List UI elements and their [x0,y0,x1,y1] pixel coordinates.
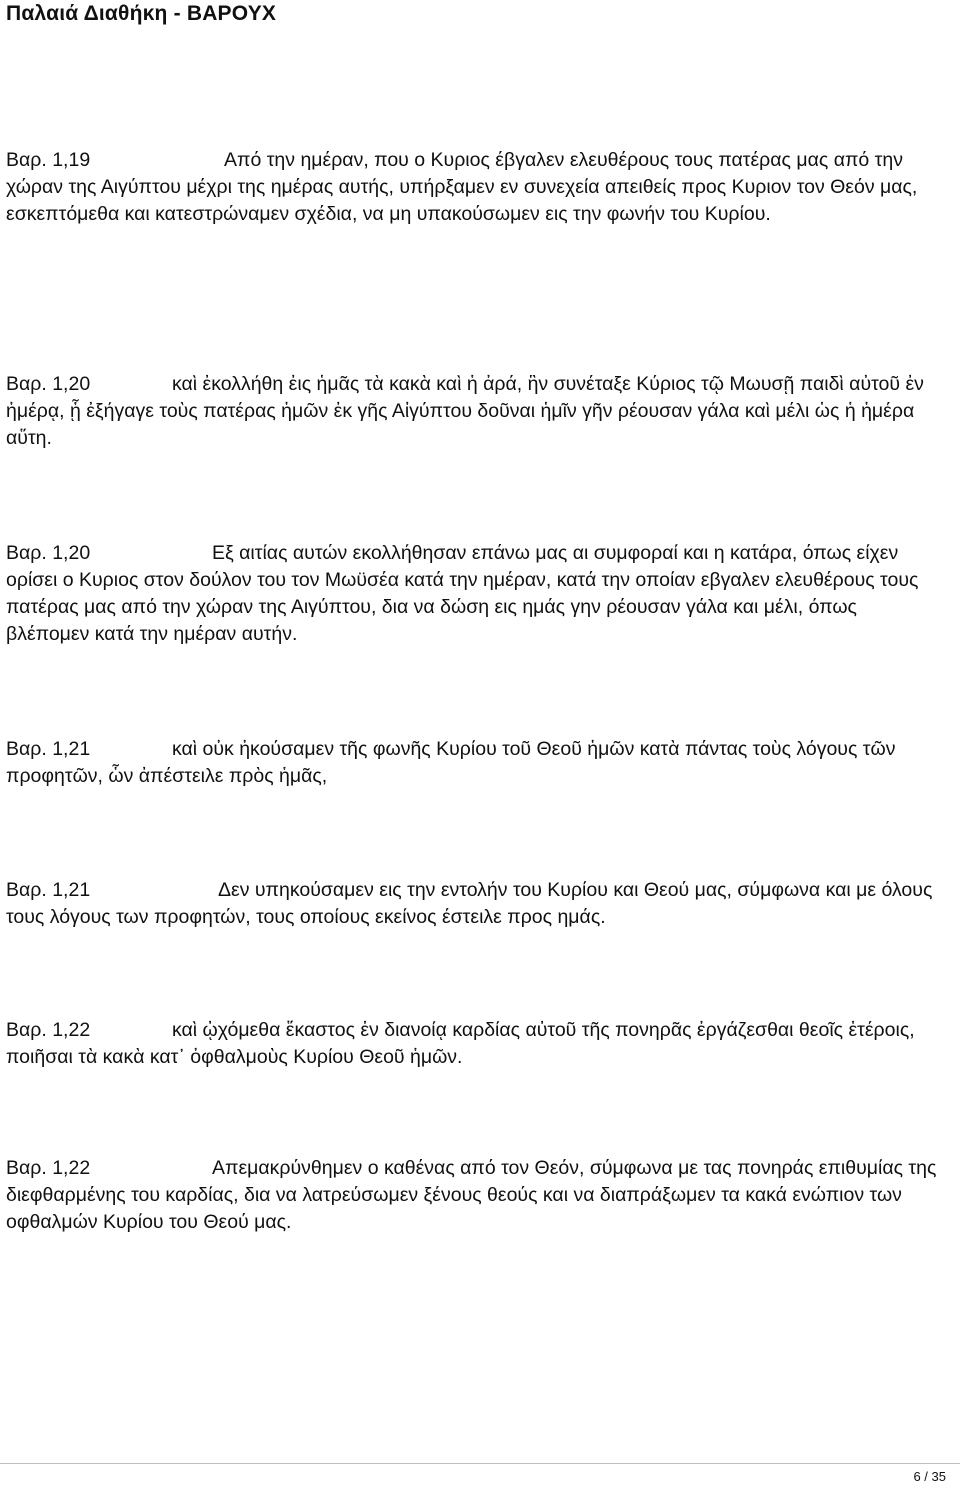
verse-text: Απεμακρύνθημεν ο καθένας από τον Θεόν, σύμφωνα με τας πονηράς επιθυμίας της διεφθαρμένης του καρδίας, δια να λατρεύσωμεν ξένους θεούς και να διαπράξωμεν τα κακά ενώπιον των οφθαλμών Κυρίου του Θεού μας. [6,1157,937,1233]
verse-paragraph [6,1155,944,1236]
verse-reference: Βαρ. 1,22 [6,1157,91,1179]
document-title: Παλαιά Διαθήκη - ΒΑΡΟΥΧ [6,2,277,25]
verse-reference: Βαρ. 1,20 [6,542,91,564]
footer-divider [0,1463,960,1464]
verse-reference: Βαρ. 1,21 [6,879,91,901]
page-number: 6 / 35 [913,1469,946,1484]
verse-paragraph [6,147,944,228]
verse-reference: Βαρ. 1,19 [6,149,91,171]
verse-paragraph [6,736,944,790]
verse-text: καὶ ᾠχόμεθα ἕκαστος ἐν διανοίᾳ καρδίας αὐτοῦ τῆς πονηρᾶς ἐργάζεσθαι θεοῖς ἑτέροις, ποιῆσαι τὰ κακὰ κατ᾿ ὀφθαλμοὺς Κυρίου Θεοῦ ἡμῶν. [6,1019,915,1068]
verse-text: Από την ημέραν, που ο Κυριος έβγαλεν ελευθέρους τους πατέρας μας από την χώραν της Αιγύπτου μέχρι της ημέρας αυτής, υπήρξαμεν εν συνεχεία απειθείς προς Κυριον τον Θεόν μας, εσκεπτόμεθα και κατεστρώναμεν σχέδια, να μη υπακούσωμεν εις την φωνήν του Κυρίου. [6,149,918,225]
verse-text: Δεν υπηκούσαμεν εις την εντολήν του Κυρίου και Θεού μας, σύμφωνα και με όλους τους λόγους των προφητών, τους οποίους εκείνος έστειλε προς ημάς. [6,879,933,928]
verse-reference: Βαρ. 1,20 [6,373,91,395]
verse-paragraph [6,1017,944,1071]
verse-paragraph [6,877,944,931]
verse-text: Εξ αιτίας αυτών εκολλήθησαν επάνω μας αι συμφοραί και η κατάρα, όπως είχεν ορίσει ο Κυριος στον δούλον του τον Μωϋσέα κατά την ημέραν, κατά την οποίαν εβγαλεν ελευθέρους τους πατέρας μας από την χώραν της Αιγύπτου, δια να δώση εις ημάς γην ρέουσαν γάλα και μέλι, όπως βλέπομεν κατά την ημέραν αυτήν. [6,542,919,645]
verse-text: καὶ οὐκ ἠκούσαμεν τῆς φωνῆς Κυρίου τοῦ Θεοῦ ἡμῶν κατὰ πάντας τοὺς λόγους τῶν προφητῶν, ὧν ἀπέστειλε πρὸς ἡμᾶς, [6,738,896,787]
document-header [6,0,960,32]
verse-paragraph [6,540,944,648]
verse-reference: Βαρ. 1,22 [6,1019,91,1041]
verse-text: καὶ ἐκολλήθη ἐις ἡμᾶς τὰ κακὰ καὶ ἡ ἀρά, ἣν συνέταξε Κύριος τῷ Μωυσῇ παιδὶ αὐτοῦ ἐν ἡμέρᾳ, ᾗ ἐξήγαγε τοὺς πατέρας ἡμῶν ἐκ γῆς Αἰγύπτου δοῦναι ἡμῖν γῆν ρέουσαν γάλα καὶ μέλι ὡς ἡ ἡμέρα αὕτη. [6,373,924,449]
verse-paragraph [6,371,944,452]
verse-reference: Βαρ. 1,21 [6,738,91,760]
